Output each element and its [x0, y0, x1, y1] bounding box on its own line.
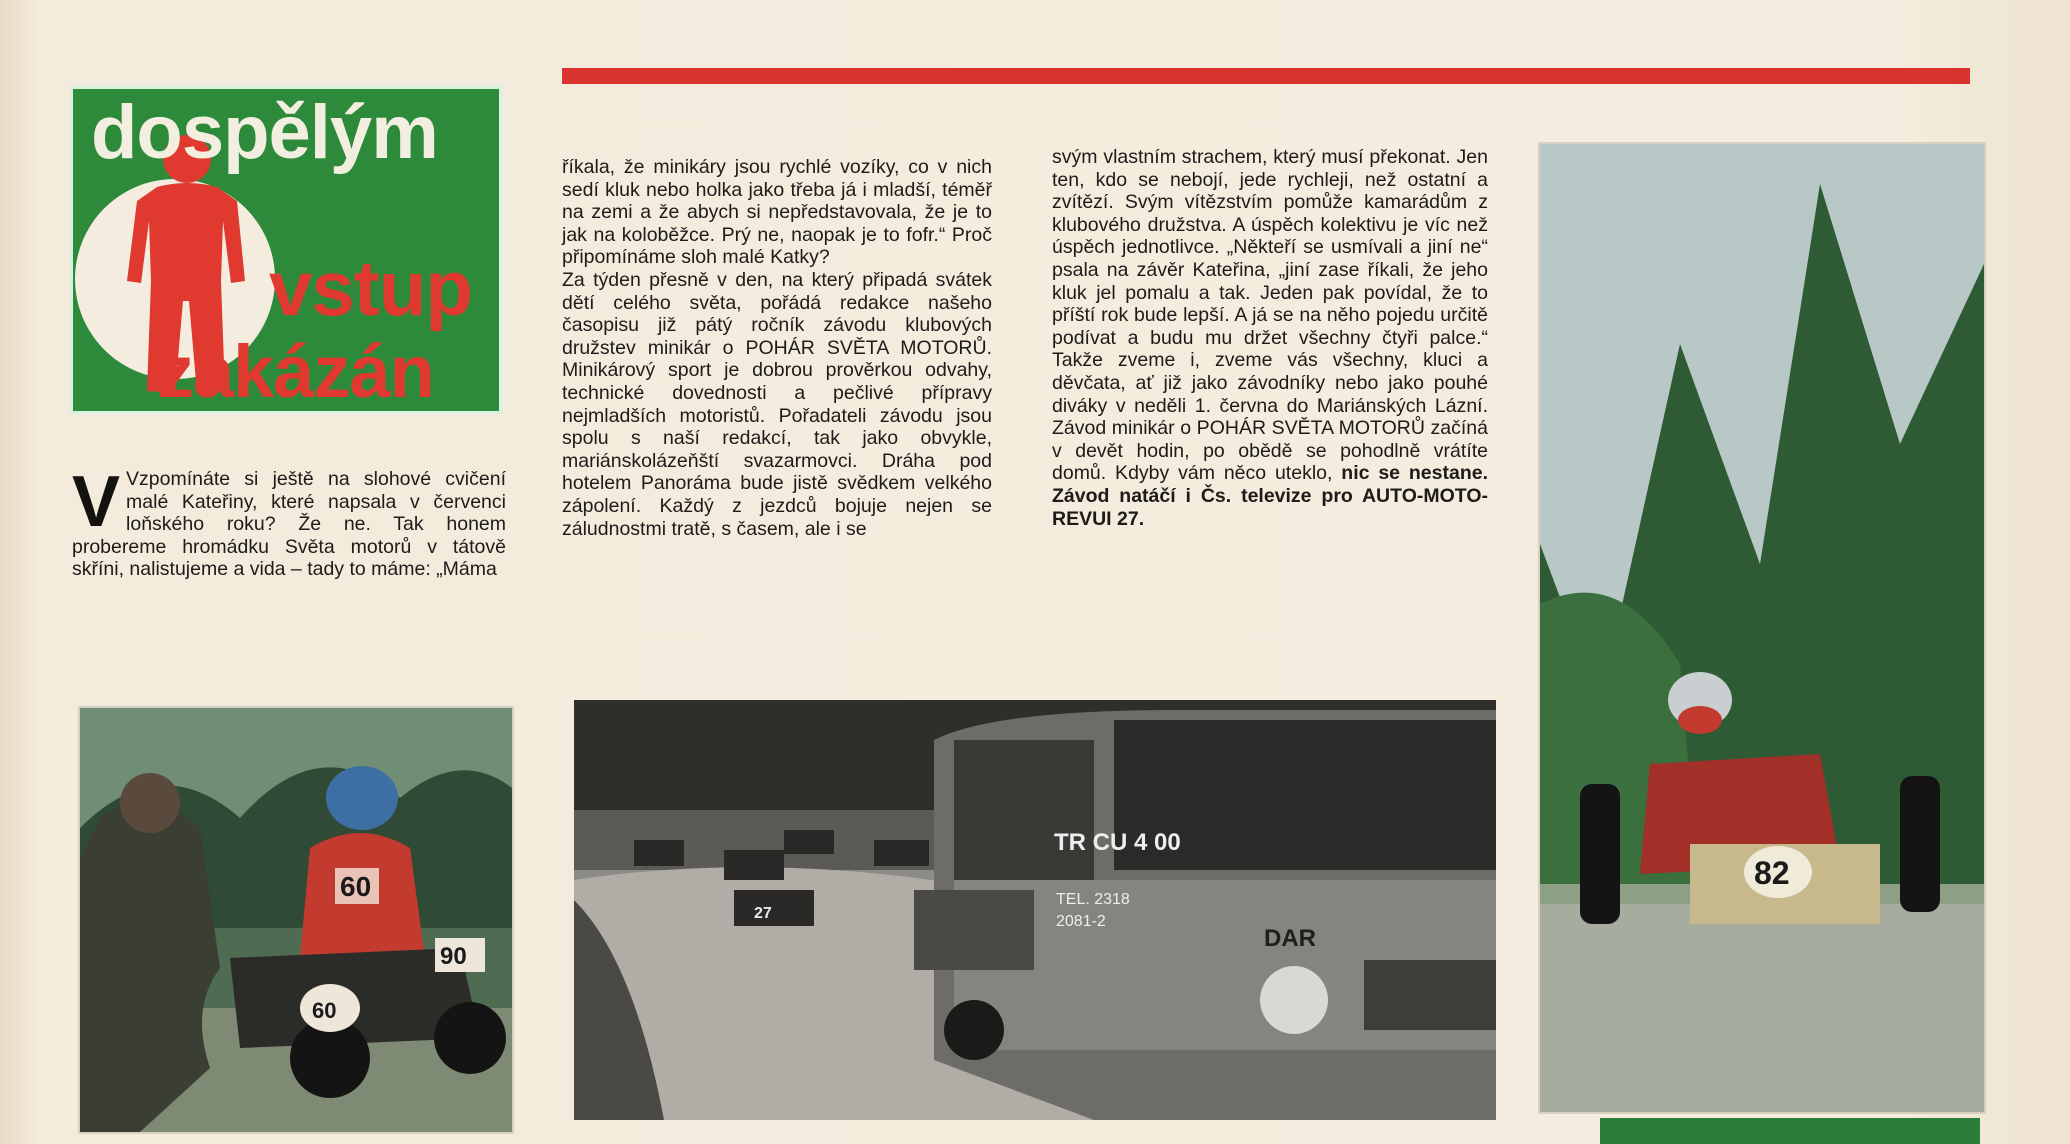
photo-mechanic-and-driver — [78, 706, 514, 1134]
red-header-bar — [562, 68, 1970, 84]
logo-line-2: vstup — [269, 244, 473, 332]
kart-number-back: 90 — [440, 943, 467, 970]
column-1-text: Vzpomínáte si ještě na slohové cvičení malé Kateřiny, které napsala v červenci loňského roku? Že ne. Tak honem probereme hromádku Světa motorů v tátově skříni, nalistujeme a vida – tady to máme: „Máma — [72, 468, 506, 581]
kart-number-front: 60 — [312, 998, 337, 1023]
article-column-2 — [562, 156, 992, 540]
column-3-body: svým vlastním strachem, který musí překonat. Jen ten, kdo se nebojí, jede rychleji, než ostatní a zvítězí. Svým vítězstvím pomůže kamarádům z klubového družstva. A úspěch kolektivu je víc než úspěch jednotlivce. „Někteří se usmívali a jiní ne“ psala na závěr Kateřina, „jiní zase říkali, že jeho kluk jel pomalu a tak. Jeden pak povídal, že to příští rok bude lepší. A já se na něho pojedu určitě podívat a budu mu držet všechny čtyři palce.“ Takže zveme i, zveme vás všechny, kluci a děvčata, ať již jako závodníky nebo jako pouhé diváky v neděli 1. června do Mariánských Lázní. Závod minikár o POHÁR SVĚTA MOTORŮ začíná v devět hodin, po obědě se pohodlně vrátíte domů. Kdyby vám něco uteklo, — [1052, 146, 1488, 485]
truck-tel-2: 2081-2 — [1056, 913, 1106, 930]
photo-kart-driver-forest — [1538, 142, 1986, 1114]
drop-cap: V — [72, 462, 121, 542]
next-page-edge — [1600, 1118, 1980, 1144]
logo-line-3: zakázán — [157, 330, 434, 413]
kart-number-27: 27 — [754, 905, 772, 922]
kart-number-82: 82 — [1754, 855, 1790, 891]
truck-door-text: DAR — [1264, 925, 1316, 952]
column-3-text — [1052, 146, 1488, 530]
column-3-bold-ending: nic se nestane. Závod natáčí i Čs. televize pro AUTO-MOTO-REVUI 27. — [1052, 462, 1488, 530]
article-column-1 — [72, 462, 506, 581]
title-logo — [70, 86, 502, 414]
photo-truck-and-karts — [574, 700, 1496, 1120]
column-2-text: říkala, že minikáry jsou rychlé vozíky, co v nich sedí kluk nebo holka jako třeba já i mladší, téměř na zemi a že abych si nepředstavovala, že je to jak na koloběžce. Prý ne, naopak je to fofr.“ Proč připomínáme sloh malé Katky? Za týden přesně v den, na který připadá svátek dětí celého světa, pořádá redakce našeho časopisu již pátý ročník závodu klubových družstev minikár o POHÁR SVĚTA MOTORŮ. Minikárový sport je dobrou prověrkou odvahy, technické dovednosti a pečlivé přípravy nejmladších motoristů. Pořadateli závodu jsou spolu s naší redakcí, tak jako obvykle, mariánskolázeňští svazarmovci. Dráha pod hotelem Panoráma bude jistě svědkem velkého zápolení. Každý z jezdců bojuje nejen se záludnostmi tratě, s časem, ale i se — [562, 156, 992, 540]
truck-plate: TR CU 4 00 — [1054, 829, 1181, 856]
truck-tel: TEL. 2318 — [1056, 891, 1130, 908]
racer-number: 60 — [340, 871, 372, 902]
logo-line-1: dospělým — [91, 90, 438, 175]
article-column-3 — [1052, 146, 1488, 530]
